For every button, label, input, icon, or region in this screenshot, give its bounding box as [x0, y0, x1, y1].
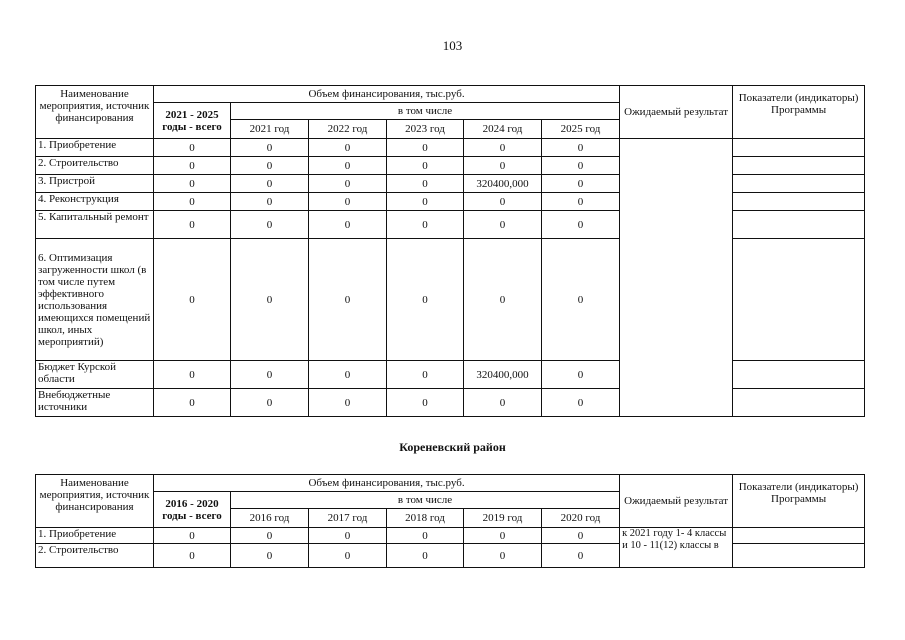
indicator-cell	[733, 139, 865, 157]
value-year: 0	[231, 175, 309, 193]
header-year: 2024 год	[464, 120, 542, 139]
header-name-column: Наименование мероприятия, источник финансирования	[36, 475, 154, 528]
value-year: 0	[309, 193, 387, 211]
header-including: в том числе	[231, 492, 620, 509]
value-year: 0	[464, 139, 542, 157]
indicator-cell	[733, 528, 865, 544]
header-year: 2019 год	[464, 509, 542, 528]
value-year: 0	[464, 389, 542, 417]
value-year: 0	[464, 544, 542, 568]
value-year: 0	[231, 544, 309, 568]
indicator-cell	[733, 211, 865, 239]
header-year: 2018 год	[387, 509, 464, 528]
financing-table-2021-2025	[35, 85, 865, 417]
district-title: Кореневский район	[399, 440, 506, 454]
row-name: 2. Строительство	[36, 544, 154, 568]
value-year: 0	[387, 157, 464, 175]
header-year: 2020 год	[542, 509, 620, 528]
row-name: 3. Пристрой	[36, 175, 154, 193]
table-row	[36, 239, 865, 361]
header-indicators: Показатели (индикаторы) Программы	[733, 86, 865, 139]
value-year: 0	[464, 239, 542, 361]
value-total: 0	[154, 361, 231, 389]
value-year: 0	[309, 175, 387, 193]
header-year: 2022 год	[309, 120, 387, 139]
table-row	[36, 139, 865, 157]
value-year: 0	[231, 139, 309, 157]
table-row	[36, 193, 865, 211]
row-name: 5. Капитальный ремонт	[36, 211, 154, 239]
table-row	[36, 211, 865, 239]
header-expected-result: Ожидаемый результат	[620, 86, 733, 139]
row-name: 1. Приобретение	[36, 139, 154, 157]
value-total: 0	[154, 193, 231, 211]
indicator-cell	[733, 157, 865, 175]
expected-result-text: к 2021 году 1- 4 классы и 10 - 11(12) классы в	[620, 528, 733, 568]
value-year: 0	[387, 193, 464, 211]
value-year: 0	[309, 361, 387, 389]
row-name: Бюджет Курской области	[36, 361, 154, 389]
header-year: 2021 год	[231, 120, 309, 139]
header-indicators: Показатели (индикаторы) Программы	[733, 475, 865, 528]
table-row	[36, 528, 865, 544]
value-year: 0	[231, 361, 309, 389]
header-total-years: 2021 - 2025 годы - всего	[154, 103, 231, 139]
header-name-column: Наименование мероприятия, источник финансирования	[36, 86, 154, 139]
value-year: 0	[309, 528, 387, 544]
table-row	[36, 361, 865, 389]
value-year: 0	[464, 157, 542, 175]
table-row	[36, 544, 865, 568]
value-year: 0	[542, 175, 620, 193]
table-row	[36, 175, 865, 193]
header-year: 2023 год	[387, 120, 464, 139]
header-total-years: 2016 - 2020 годы - всего	[154, 492, 231, 528]
value-year: 0	[309, 157, 387, 175]
value-year: 0	[542, 157, 620, 175]
header-including: в том числе	[231, 103, 620, 120]
value-year: 0	[542, 211, 620, 239]
value-year: 0	[387, 175, 464, 193]
value-year: 0	[542, 544, 620, 568]
value-year: 0	[387, 361, 464, 389]
row-name: 4. Реконструкция	[36, 193, 154, 211]
value-year: 0	[542, 139, 620, 157]
value-total: 0	[154, 528, 231, 544]
value-year: 0	[309, 239, 387, 361]
value-year: 0	[387, 239, 464, 361]
value-year: 0	[231, 211, 309, 239]
value-year: 0	[231, 157, 309, 175]
value-total: 0	[154, 157, 231, 175]
financing-table-2016-2020	[35, 474, 865, 568]
indicator-cell	[733, 544, 865, 568]
value-year: 0	[542, 389, 620, 417]
value-year: 0	[542, 528, 620, 544]
value-year: 0	[464, 211, 542, 239]
expected-result-cell	[620, 139, 733, 417]
indicator-cell	[733, 389, 865, 417]
value-year: 0	[231, 193, 309, 211]
value-year: 0	[387, 528, 464, 544]
table-row	[36, 389, 865, 417]
indicator-cell	[733, 239, 865, 361]
row-name: 2. Строительство	[36, 157, 154, 175]
value-total: 0	[154, 211, 231, 239]
value-total: 0	[154, 175, 231, 193]
indicator-cell	[733, 193, 865, 211]
value-year: 0	[542, 361, 620, 389]
indicator-cell	[733, 175, 865, 193]
row-name: 1. Приобретение	[36, 528, 154, 544]
value-total: 0	[154, 544, 231, 568]
indicator-cell	[733, 361, 865, 389]
header-year: 2017 год	[309, 509, 387, 528]
value-year: 0	[387, 139, 464, 157]
value-year: 0	[387, 389, 464, 417]
value-year: 320400,000	[464, 361, 542, 389]
header-funding: Объем финансирования, тыс.руб.	[154, 86, 620, 103]
page-number: 103	[442, 38, 463, 53]
value-year: 0	[464, 528, 542, 544]
header-year: 2016 год	[231, 509, 309, 528]
value-year: 0	[387, 544, 464, 568]
value-total: 0	[154, 139, 231, 157]
value-year: 0	[464, 193, 542, 211]
header-year: 2025 год	[542, 120, 620, 139]
value-year: 0	[231, 389, 309, 417]
value-year: 0	[309, 139, 387, 157]
row-name: Внебюджетные источники	[36, 389, 154, 417]
value-year: 0	[309, 544, 387, 568]
table-row	[36, 157, 865, 175]
value-year: 0	[542, 239, 620, 361]
value-year: 0	[309, 211, 387, 239]
header-expected-result: Ожидаемый результат	[620, 475, 733, 528]
value-year: 0	[231, 528, 309, 544]
row-name: 6. Оптимизация загруженности школ (в том числе путем эффективного использования имеющихся помещений школ, иных мероприятий)	[36, 239, 154, 361]
value-year: 320400,000	[464, 175, 542, 193]
value-year: 0	[309, 389, 387, 417]
value-year: 0	[542, 193, 620, 211]
value-total: 0	[154, 239, 231, 361]
value-year: 0	[387, 211, 464, 239]
value-total: 0	[154, 389, 231, 417]
header-funding: Объем финансирования, тыс.руб.	[154, 475, 620, 492]
value-year: 0	[231, 239, 309, 361]
